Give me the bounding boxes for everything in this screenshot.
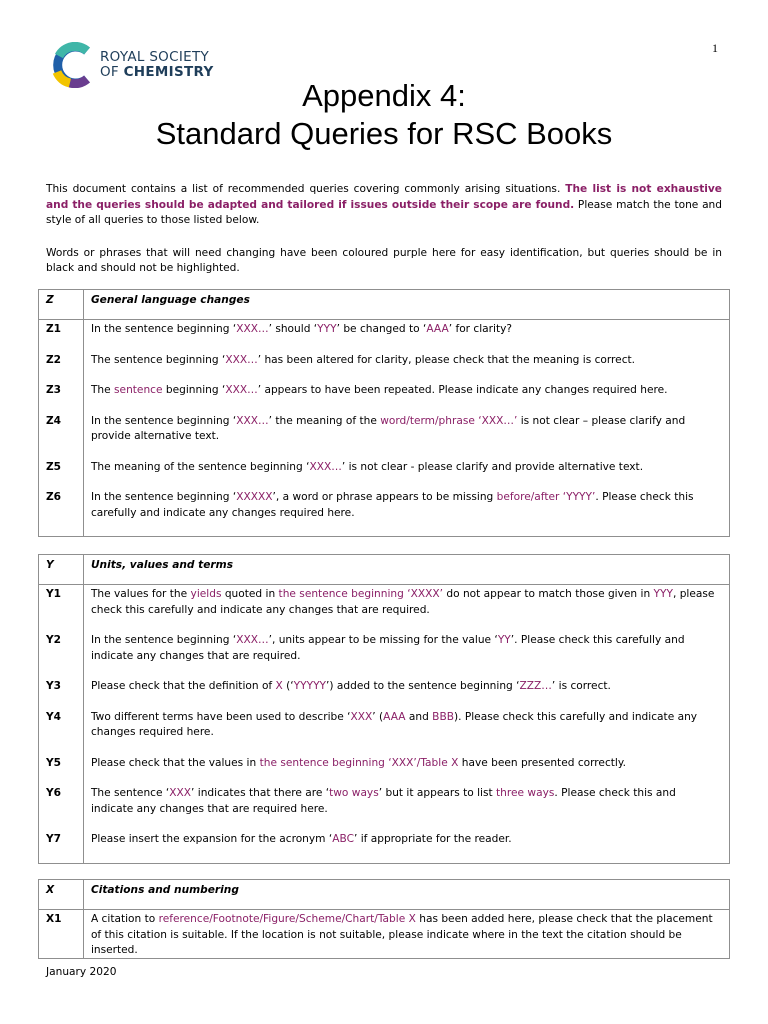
- title-line-2: Standard Queries for RSC Books: [155, 116, 613, 151]
- query-code: Y1: [46, 588, 62, 600]
- query-text: Please check that the definition of X (‘YYYYY’) added to the sentence beginning ‘ZZZ…’ is correct.: [90, 680, 611, 692]
- query-text: A citation to reference/Footnote/Figure/Scheme/Chart/Table X has been added here, please check that the placement of this citation is suitable. If the location is not suitable, please indicate where in the text the citation should be inserted.: [90, 913, 713, 957]
- page-title: [0, 77, 768, 153]
- page-number: 1: [712, 41, 718, 55]
- table-header-row: [39, 290, 730, 320]
- query-text: In the sentence beginning ‘XXX…’, units appear to be missing for the value ‘YY’. Please check this carefully and indicate any changes that are required.: [90, 634, 685, 662]
- query-code: Y3: [46, 680, 62, 692]
- intro-paragraph-2: Words or phrases that will need changing have been coloured purple here for easy identification, but queries should be in black and should not be highlighted.: [46, 246, 722, 275]
- intro-text: [46, 182, 722, 294]
- section-heading: General language changes: [90, 294, 250, 306]
- query-code: Z4: [46, 414, 62, 427]
- query-table-x: [38, 879, 730, 959]
- section-code: Y: [46, 559, 54, 571]
- intro-paragraph-1: This document contains a list of recommended queries covering commonly arising situations. The list is not exhaustive and the queries should be adapted and tailored if issues outside their scope are found. Please match the tone and style of all queries to those listed below.: [46, 183, 722, 227]
- query-text: In the sentence beginning ‘XXX…’ the meaning of the word/term/phrase ‘XXX…’ is not clear – please clarify and provide alternative text.: [90, 414, 686, 443]
- query-code: Y6: [46, 787, 62, 799]
- title-line-1: Appendix 4:: [302, 78, 466, 113]
- table-body-row: [39, 585, 730, 864]
- query-text: The sentence ‘XXX’ indicates that there are ‘two ways’ but it appears to list three ways. Please check this and indicate any changes that are required here.: [90, 787, 676, 815]
- footer-date: January 2020: [46, 966, 117, 978]
- section-code: Z: [46, 294, 54, 306]
- query-text: The sentence beginning ‘XXX…’ appears to have been repeated. Please indicate any changes required here.: [90, 384, 668, 396]
- query-code: Y5: [46, 756, 62, 769]
- query-code: X1: [46, 913, 62, 925]
- query-text: In the sentence beginning ‘XXXXX’, a word or phrase appears to be missing before/after ‘YYYY’. Please check this carefully and indicate any changes required here.: [90, 491, 694, 519]
- query-table-z: [38, 289, 730, 537]
- query-text: Please check that the values in the sentence beginning ‘XXX’/Table X have been presented correctly.: [90, 756, 626, 769]
- section-code: X: [46, 884, 55, 896]
- query-code: Z5: [46, 460, 62, 473]
- logo-line-2: OF CHEMISTRY: [100, 64, 214, 80]
- query-text: Please insert the expansion for the acronym ‘ABC’ if appropriate for the reader.: [90, 833, 512, 845]
- query-table-y: [38, 554, 730, 864]
- table-body-row: [39, 320, 730, 537]
- query-code: Z1: [46, 323, 62, 335]
- query-code: Z6: [46, 491, 62, 503]
- logo-wordmark: [100, 50, 214, 80]
- query-code: Y2: [46, 634, 62, 646]
- query-text: The meaning of the sentence beginning ‘XXX…’ is not clear - please clarify and provide alternative text.: [90, 460, 644, 473]
- query-text: The values for the yields quoted in the sentence beginning ‘XXXX’ do not appear to match those given in YYY, please check this carefully and indicate any changes that are required.: [90, 588, 715, 616]
- table-body-row: [39, 910, 730, 959]
- table-header-row: [39, 555, 730, 585]
- logo-line-1: ROYAL SOCIETY: [100, 49, 210, 65]
- query-code: Y7: [46, 833, 62, 845]
- table-header-row: [39, 880, 730, 910]
- query-code: Z2: [46, 353, 62, 366]
- query-code: Z3: [46, 384, 62, 396]
- query-code: Y4: [46, 710, 62, 723]
- section-heading: Units, values and terms: [90, 559, 233, 571]
- query-text: The sentence beginning ‘XXX…’ has been altered for clarity, please check that the meaning is correct.: [90, 353, 636, 366]
- section-heading: Citations and numbering: [90, 884, 239, 896]
- query-text: Two different terms have been used to describe ‘XXX’ (AAA and BBB). Please check this carefully and indicate any changes required here.: [90, 710, 698, 739]
- query-text: In the sentence beginning ‘XXX…’ should ‘YYY’ be changed to ‘AAA’ for clarity?: [90, 323, 513, 335]
